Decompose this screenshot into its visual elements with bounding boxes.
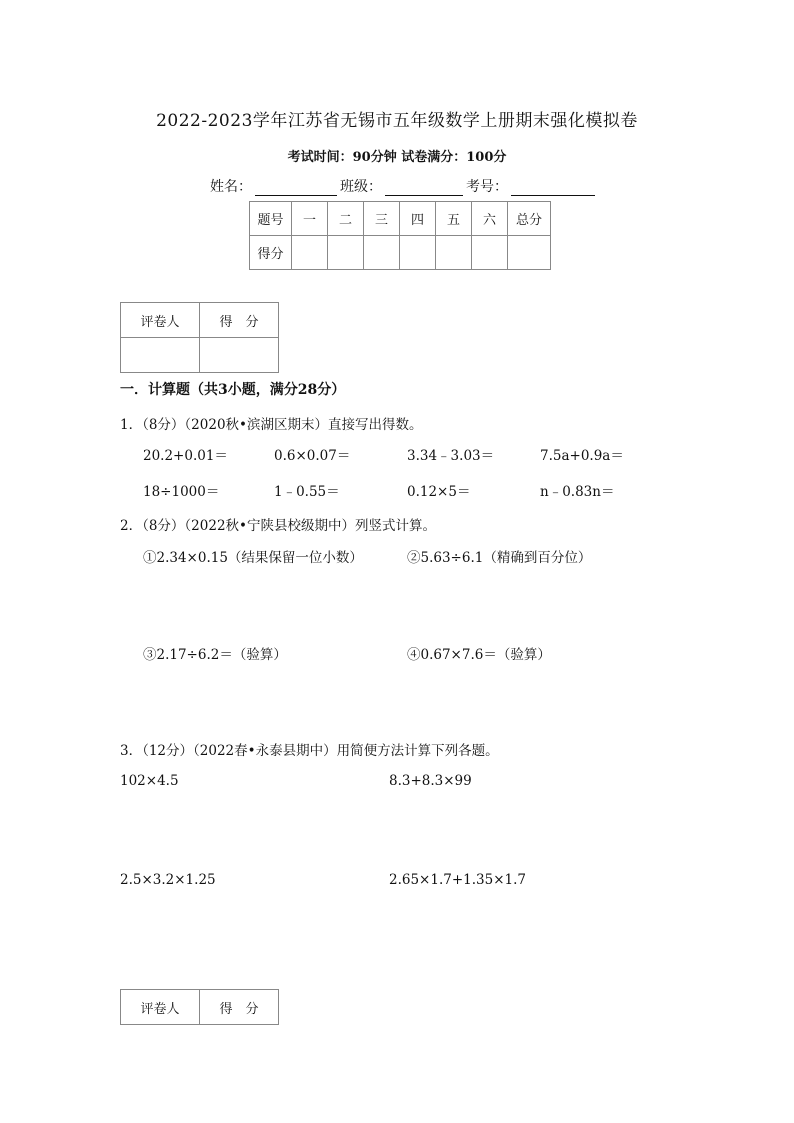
q2-item: ②5.63÷6.1（精确到百分位） — [407, 550, 592, 566]
score-header-cell: 五 — [436, 202, 472, 236]
q2-item: ③2.17÷6.2＝（验算） — [143, 647, 287, 663]
score-table-score-row — [250, 236, 551, 270]
score-header-cell: 二 — [328, 202, 364, 236]
score-label: 得 分 — [200, 303, 279, 338]
score-header-cell: 四 — [400, 202, 436, 236]
number-blank[interactable] — [511, 181, 595, 196]
reviewer-label: 评卷人 — [121, 303, 200, 338]
q2-item: ④0.67×7.6＝（验算） — [407, 647, 551, 663]
score-header-cell: 总分 — [508, 202, 551, 236]
score-cell[interactable] — [292, 236, 328, 270]
q1-item: n﹣0.83n＝ — [540, 484, 615, 500]
q1-item: 0.12×5＝ — [407, 484, 471, 500]
grader-box-2 — [120, 989, 279, 1025]
q1-item: 3.34﹣3.03＝ — [407, 448, 495, 464]
score-row-label: 得分 — [250, 236, 292, 270]
class-blank[interactable] — [385, 181, 463, 196]
q1-item: 20.2+0.01＝ — [143, 448, 228, 464]
grader-box — [120, 302, 279, 373]
section-heading: 一．计算题（共3小题，满分28分） — [120, 382, 346, 398]
score-header-cell: 六 — [472, 202, 508, 236]
score-cell[interactable] — [436, 236, 472, 270]
grader-score-cell[interactable] — [200, 338, 279, 373]
score-header-cell: 一 — [292, 202, 328, 236]
name-blank[interactable] — [255, 181, 337, 196]
q1-item: 7.5a+0.9a＝ — [540, 448, 624, 464]
q1-item: 18÷1000＝ — [143, 484, 220, 500]
class-label: 班级： — [340, 179, 382, 195]
score-table — [249, 201, 551, 270]
reviewer-label: 评卷人 — [121, 990, 200, 1025]
page-title: 2022-2023学年江苏省无锡市五年级数学上册期末强化模拟卷 — [156, 111, 638, 131]
q3-item: 2.5×3.2×1.25 — [120, 872, 216, 888]
student-info-line — [210, 176, 598, 196]
q2-item: ①2.34×0.15（结果保留一位小数） — [143, 550, 363, 566]
q3-item: 2.65×1.7+1.35×1.7 — [389, 872, 526, 888]
question-1-stem: 1．（8分）（2020秋•滨湖区期末）直接写出得数。 — [120, 417, 423, 433]
question-2-stem: 2．（8分）（2022秋•宁陕县校级期中）列竖式计算。 — [120, 518, 436, 534]
score-label: 得 分 — [200, 990, 279, 1025]
score-cell[interactable] — [508, 236, 551, 270]
score-header-cell: 题号 — [250, 202, 292, 236]
q1-item: 1﹣0.55＝ — [274, 484, 340, 500]
number-label: 考号： — [466, 179, 508, 195]
q1-item: 0.6×0.07＝ — [274, 448, 351, 464]
score-cell[interactable] — [364, 236, 400, 270]
exam-info: 考试时间：90分钟 试卷满分：100分 — [287, 150, 507, 165]
reviewer-cell[interactable] — [121, 338, 200, 373]
score-cell[interactable] — [472, 236, 508, 270]
score-table-header-row — [250, 202, 551, 236]
score-cell[interactable] — [328, 236, 364, 270]
name-label: 姓名： — [210, 179, 252, 195]
q3-item: 102×4.5 — [120, 773, 179, 789]
q3-item: 8.3+8.3×99 — [389, 773, 472, 789]
score-cell[interactable] — [400, 236, 436, 270]
question-3-stem: 3．（12分）（2022春•永泰县期中）用简便方法计算下列各题。 — [120, 743, 499, 759]
score-header-cell: 三 — [364, 202, 400, 236]
